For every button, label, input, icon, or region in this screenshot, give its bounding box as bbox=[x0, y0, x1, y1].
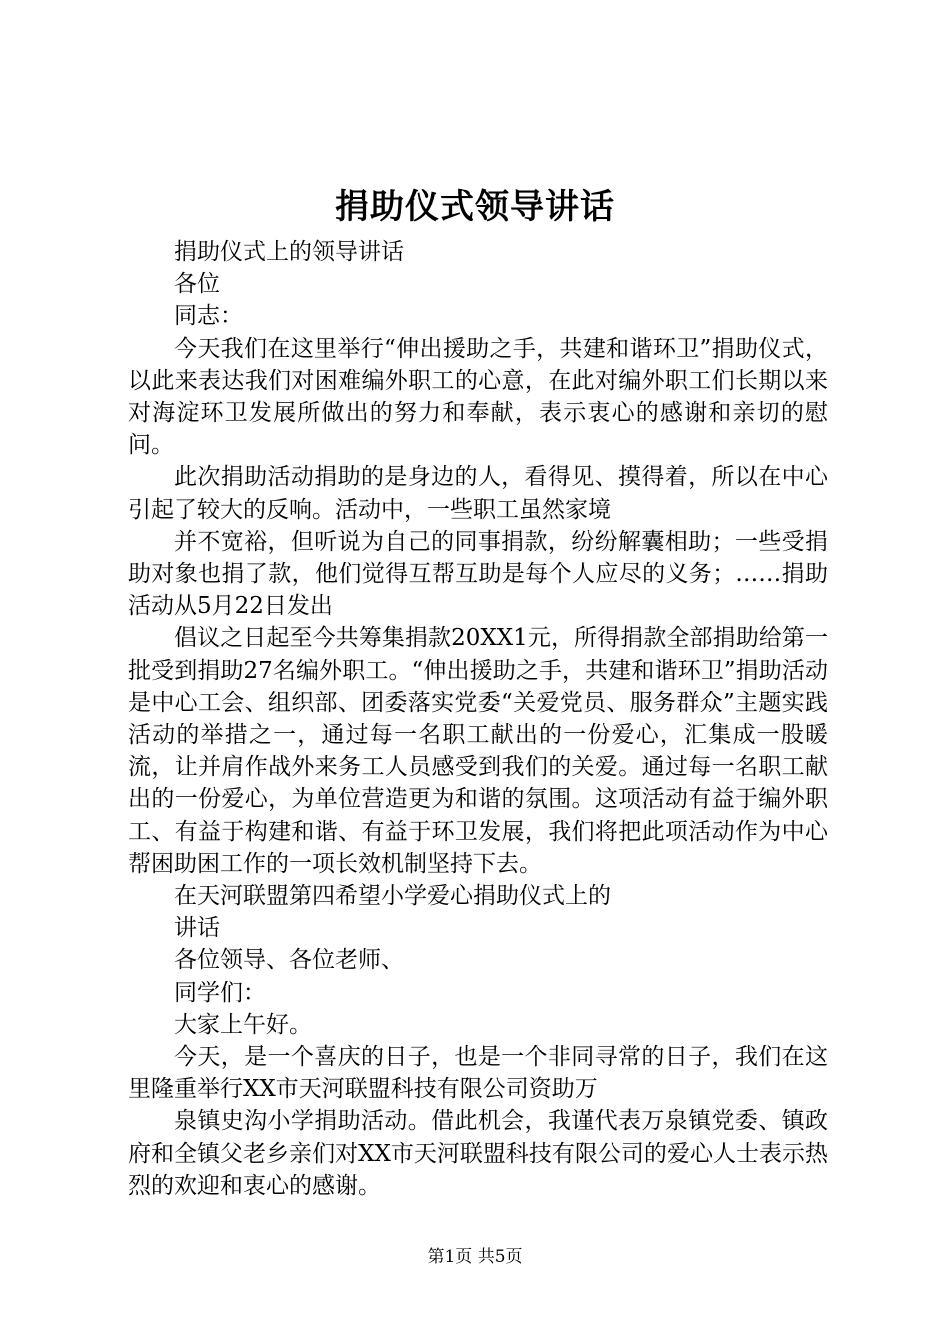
paragraph-second-speech-heading: 在天河联盟第四希望小学爱心捐助仪式上的 bbox=[174, 883, 611, 910]
document-title: 捐助仪式领导讲话 bbox=[335, 187, 615, 227]
paragraph-body: 并不宽裕，但听说为自己的同事捐款，纷纷解囊相助；一些受捐助对象也捐了款，他们觉得互帮互助是每个人应尽的义务；……捐助活动从5月22日发出 bbox=[128, 528, 828, 620]
paragraph-body: 今天，是一个喜庆的日子，也是一个非同寻常的日子，我们在这里隆重举行XX市天河联盟科技有限公司资助万 bbox=[128, 1044, 828, 1103]
paragraph-body: 今天我们在这里举行“伸出援助之手，共建和谐环卫”捐助仪式，以此来表达我们对困难编外职工的心意，在此对编外职工们长期以来对海淀环卫发展所做出的努力和奉献，表示衷心的感谢和亲切的慰问。 bbox=[128, 335, 828, 459]
paragraph-salutation-2: 同志： bbox=[174, 303, 243, 330]
paragraph-second-speech-heading-cont: 讲话 bbox=[174, 915, 220, 942]
paragraph-body: 此次捐助活动捐助的是身边的人，看得见、摸得着，所以在中心引起了较大的反响。活动中，一些职工虽然家境 bbox=[128, 464, 828, 523]
paragraph-salutation-4: 同学们： bbox=[174, 979, 266, 1006]
paragraph-salutation-3: 各位领导、各位老师、 bbox=[174, 947, 404, 974]
document-body bbox=[128, 236, 828, 1202]
page-number-footer: 第1页 共5页 bbox=[427, 1247, 523, 1267]
paragraph-salutation-1: 各位 bbox=[174, 271, 220, 298]
paragraph-body: 泉镇史沟小学捐助活动。借此机会，我谨代表万泉镇党委、镇政府和全镇父老乡亲们对XX市天河联盟科技有限公司的爱心人士表示热烈的欢迎和衷心的感谢。 bbox=[128, 1108, 828, 1199]
paragraph-body: 倡议之日起至今共筹集捐款20XX1元，所得捐款全部捐助给第一批受到捐助27名编外职工。“伸出援助之手，共建和谐环卫”捐助活动是中心工会、组织部、团委落实党委“关爱党员、服务群众”主题实践活动的举措之一，通过每一名职工献出的一份爱心，汇集成一股暖流，让并肩作战外来务工人员感受到我们的关爱。通过每一名职工献出的一份爱心，为单位营造更为和谐的氛围。这项活动有益于编外职工、有益于构建和谐、有益于环卫发展，我们将把此项活动作为中心帮困助困工作的一项长效机制坚持下去。 bbox=[128, 625, 828, 877]
paragraph-greeting: 大家上午好。 bbox=[174, 1011, 312, 1038]
paragraph-speech-heading: 捐助仪式上的领导讲话 bbox=[174, 239, 404, 265]
